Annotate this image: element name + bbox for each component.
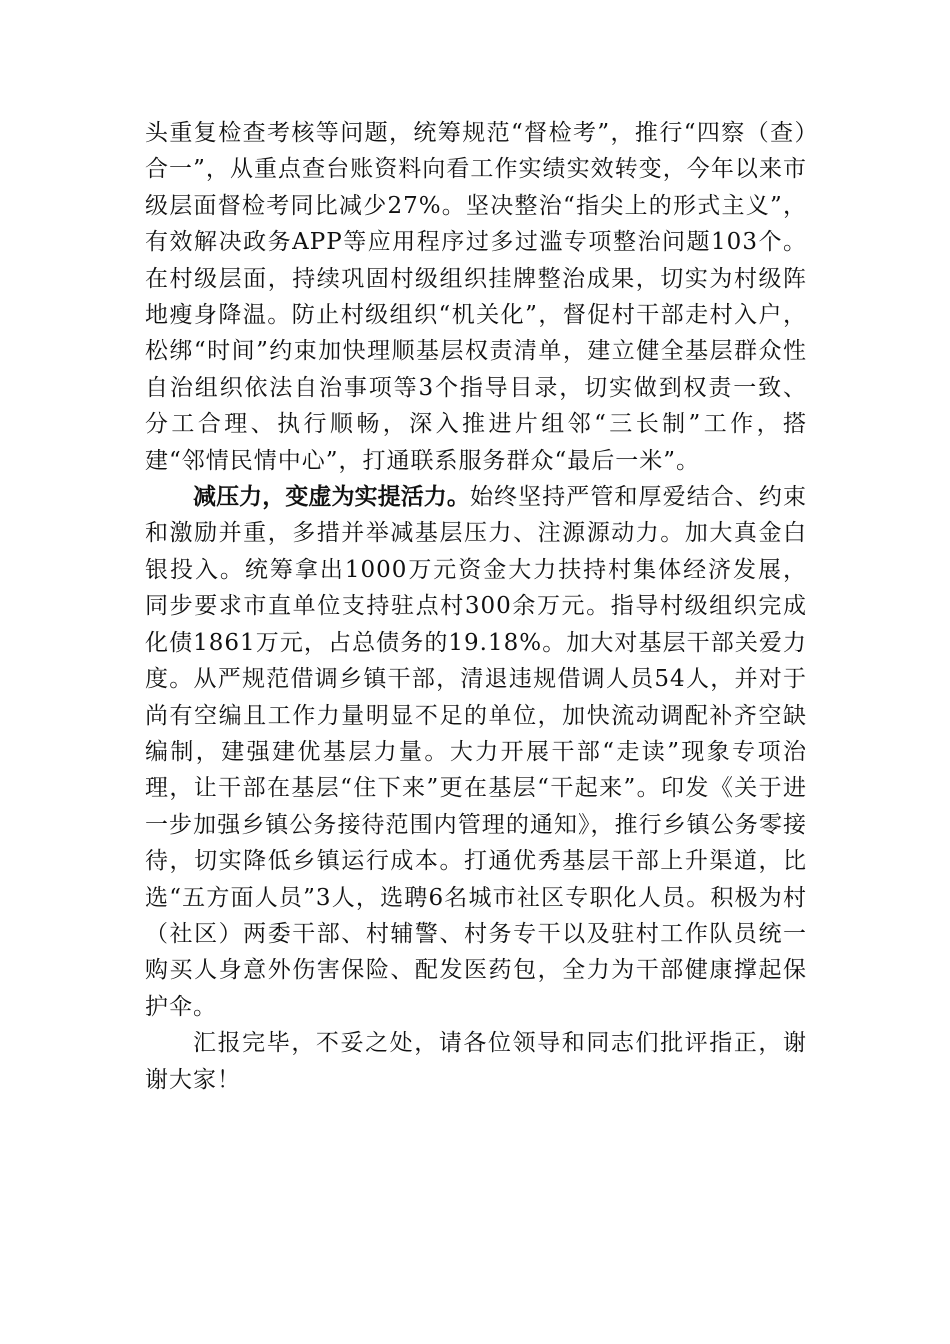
paragraph-text: 头重复检查考核等问题，统筹规范“督检考”，推行“四察（查）合一”，从重点查台账资料向看工作实绩实效转变，今年以来市级层面督检考同比减少27%。坚决整治“指尖上的形式主义”，有效解决政务APP等应用程序过多过滥专项整治问题103个。在村级层面，持续巩固村级组织挂牌整治成果，切实为村级阵地瘦身降温。防止村级组织“机关化”，督促村干部走村入户，松绑“时间”约束加快理顺基层权责清单，建立健全基层群众性自治组织依法自治事项等3个指导目录，切实做到权责一致、分工合理、执行顺畅，深入推进片组邻“三长制”工作，搭建“邻情民情中心”，打通联系服务群众“最后一米”。: [145, 120, 807, 474]
paragraph-reduce-pressure: [145, 479, 807, 1025]
paragraph-continuation: [145, 115, 807, 479]
paragraph-text: 汇报完毕，不妥之处，请各位领导和同志们批评指正，谢谢大家！: [145, 1030, 807, 1093]
paragraph-heading: 减压力，变虚为实提活力。: [193, 484, 470, 511]
paragraph-closing: [145, 1025, 807, 1098]
document-body: [145, 115, 807, 1098]
paragraph-text: 始终坚持严管和厚爱结合、约束和激励并重，多措并举减基层压力、注源源动力。加大真金白银投入。统筹拿出1000万元资金大力扶持村集体经济发展，同步要求市直单位支持驻点村300余万元。指导村级组织完成化债1861万元，占总债务的19.18%。加大对基层干部关爱力度。从严规范借调乡镇干部，清退违规借调人员54人，并对于尚有空编且工作力量明显不足的单位，加快流动调配补齐空缺编制，建强建优基层力量。大力开展干部“走读”现象专项治理，让干部在基层“住下来”更在基层“干起来”。印发《关于进一步加强乡镇公务接待范围内管理的通知》，推行乡镇公务零接待，切实降低乡镇运行成本。打通优秀基层干部上升渠道，比选“五方面人员”3人，选聘6名城市社区专职化人员。积极为村（社区）两委干部、村辅警、村务专干以及驻村工作队员统一购买人身意外伤害保险、配发医药包，全力为干部健康撑起保护伞。: [145, 484, 808, 1020]
